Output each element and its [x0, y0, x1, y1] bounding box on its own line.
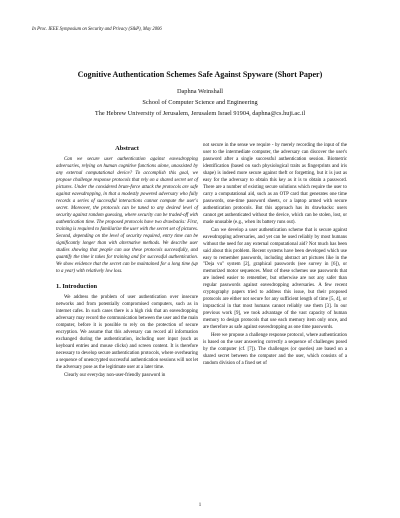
venue-line: In Proc. IEEE Symposium on Security and Privacy (S&P), May 2006	[32, 27, 162, 32]
intro-paragraph-2: Clearly our everyday non-user-friendly password in	[64, 373, 166, 379]
right-paragraph-3: Here we propose a challenge response protocol, where authentication is based on the user answering correctly a sequence of challenges posed by the computer (cf. [7]). The challenges (or queries) are based on a shared secret between the computer and the user, which consists of a random division of a fixed set of	[203, 333, 347, 367]
abstract-heading: Abstract	[115, 145, 139, 152]
right-paragraph-1: not secure in the sense we require - by merely recording the input of the user to the intermediate computer, the adversary can discover the user's password after a single successful authentication session. Biometric identification (based on such physiological traits as fingerprints and iris shape) is indeed more secure against theft or forgetting, but it is just as easy for the adversary to obtain this key as it is to obtain a password. There are a number of existing secure solutions which require the user to carry a computational aid, such as an OTP card that generates one time passwords, one-time password sheets, or a laptop armed with secure authentication protocols. But this approach has its drawbacks: users cannot get authenticated without the device, which can be stolen, lost, or made unusable (e.g., when its battery runs out).	[203, 143, 347, 225]
section-heading-introduction: 1. Introduction	[56, 283, 98, 291]
left-column	[56, 145, 198, 380]
author-affiliation: The Hebrew University of Jerusalem, Jerusalem Israel 91904, daphna@cs.huji.ac.il	[94, 110, 306, 117]
right-paragraph-2: Can we develop a user authentication scheme that is secure against eavesdropping adversaries, and yet can be used reliably by most humans without the need for any external computational aid? Not much has been said about this problem. Recent systems have been developed which use easy to remember passwords, including abstract art pictures like in the "Deja vu" system [2], graphical passwords (see survey in [6]), or memorized motor sequences. Most of these schemes use passwords that are indeed easier to remember, but otherwise are not any safer than regular passwords against eavesdropping adversaries. A few recent cryptography papers tried to address this issue, but their proposed protocols are either not secure for any sufficient length of time [5, 4], or impractical in that most humans cannot reliably use them [3]. In our previous work [9], we took advantage of the vast capacity of human memory to design protocols that use each memory item only once, and are therefore as safe against eavesdropping as one time passwords.	[203, 227, 347, 331]
author-name: Daphna Weinshall	[176, 88, 224, 95]
right-column	[203, 143, 347, 368]
author-department: School of Computer Science and Engineering	[142, 99, 258, 106]
abstract-text: Can we secure user authentication against eavesdropping adversaries, relying on human cognitive functions alone, unassisted by any external computational device? To accomplish this goal, we propose challenge response protocols that rely on a shared secret set of pictures. Under the considered brute-force attack the protocols are safe against eavesdropping, in that a modestly powered adversary who fully records a series of successful interactions cannot compute the user's secret. Moreover, the protocols can be tuned to any desired level of security against random guessing, where security can be traded-off with authentication time. The proposed protocols have two drawbacks: First, training is required to familiarize the user with the secret set of pictures. Second, depending on the level of security required, entry time can be significantly longer than with alternative methods. We describe user studies showing that people can use these protocols successfully, and quantify the time it takes for training and for successful authentication. We show evidence that the secret can be maintained for a long time (up to a year) with relatively low loss.	[56, 157, 198, 274]
page-number: 1	[198, 503, 202, 508]
intro-paragraph-1: We address the problem of user authentication over insecure networks and from potentially compromised computers, such as in internet cafes. In such cases there is a high risk that an eavesdropping adversary may record the communication between the user and the main computer, before it is possible to rely on the protection of secure encryption. We assume that this adversary can record all information exchanged during the authentication, including user input (such as keyboard entries and mouse clicks) and screen content. It is therefore necessary to develop secure authentication protocols, where overhearing a sequence of unencrypted successful authentication sessions will not let the adversary pose as the legitimate user at a later time.	[56, 295, 198, 371]
paper-title: Cognitive Authentication Schemes Safe Against Spyware (Short Paper)	[77, 70, 323, 79]
